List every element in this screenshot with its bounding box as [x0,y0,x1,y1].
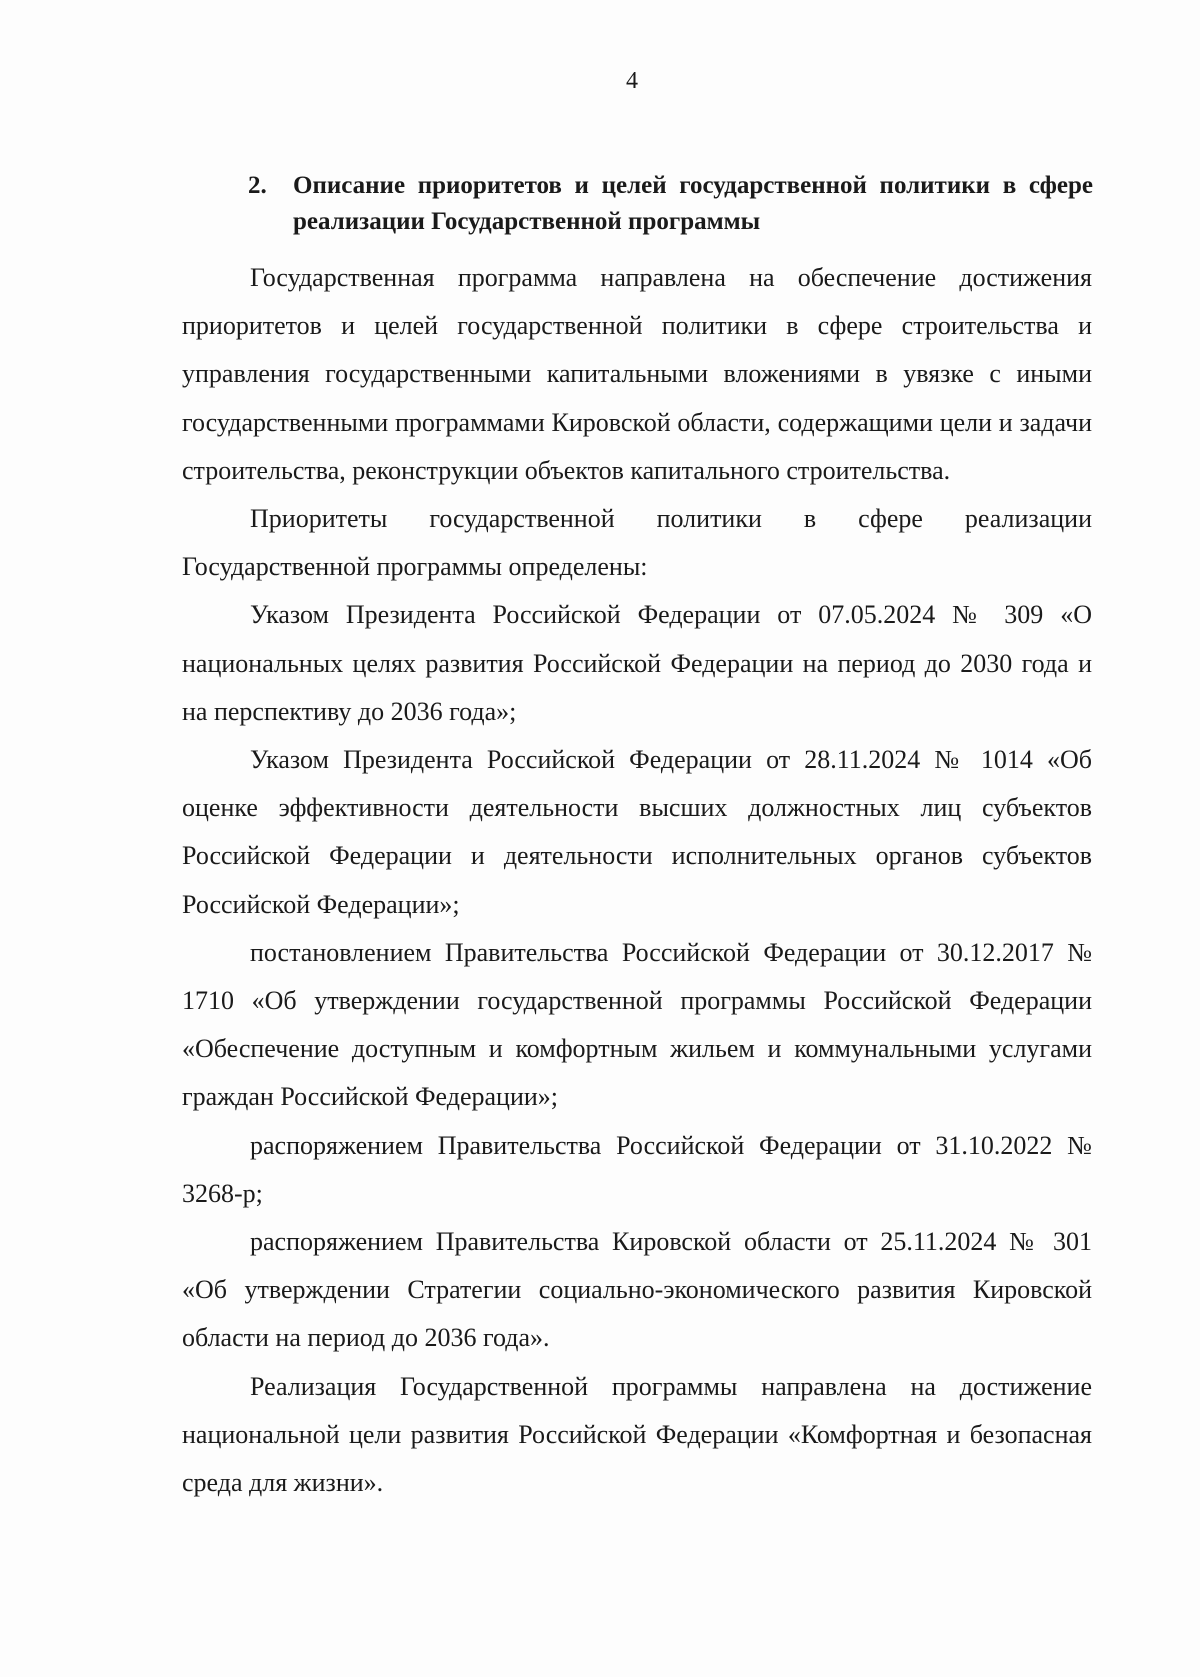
section-heading [248,168,1093,240]
paragraph-decree-309: Указом Президента Российской Федерации от 07.05.2024 № 309 «О национальных целях развития Российской Федерации на период до 2030 года и на перспективу до 2036 года»; [182,600,1092,726]
paragraph-priorities-intro: Приоритеты государственной политики в сфере реализации Государственной программы определены: [182,504,1092,582]
paragraph-order-301: распоряжением Правительства Кировской области от 25.11.2024 № 301 «Об утверждении Стратегии социально-экономического развития Кировской области на период до 2036 года». [182,1227,1092,1353]
paragraph-decree-1014: Указом Президента Российской Федерации от 28.11.2024 № 1014 «Об оценке эффективности деятельности высших должностных лиц субъектов Российской Федерации и деятельности исполнительных органов субъектов Российской Федерации»; [182,745,1092,919]
section-body [182,254,1092,1507]
paragraph-program-purpose: Государственная программа направлена на обеспечение достижения приоритетов и целей государственной политики в сфере строительства и управления государственными капитальными вложениями в увязке с иными государственными программами Кировской области, содержащими цели и задачи строительства, реконструкции объектов капитального строительства. [182,263,1092,485]
page-number: 4 [626,68,638,94]
paragraph-order-3268: распоряжением Правительства Российской Федерации от 31.10.2022 № 3268-р; [182,1130,1092,1208]
section-title: Описание приоритетов и целей государственной политики в сфере реализации Государственной программы [293,172,1093,235]
section-number: 2. [248,172,267,199]
paragraph-resolution-1710: постановлением Правительства Российской Федерации от 30.12.2017 № 1710 «Об утверждении государственной программы Российской Федерации «Обеспечение доступным и комфортным жильем и коммунальными услугами граждан Российской Федерации»; [182,937,1092,1112]
paragraph-national-goal: Реализация Государственной программы направлена на достижение национальной цели развития Российской Федерации «Комфортная и безопасная среда для жизни». [182,1371,1092,1498]
